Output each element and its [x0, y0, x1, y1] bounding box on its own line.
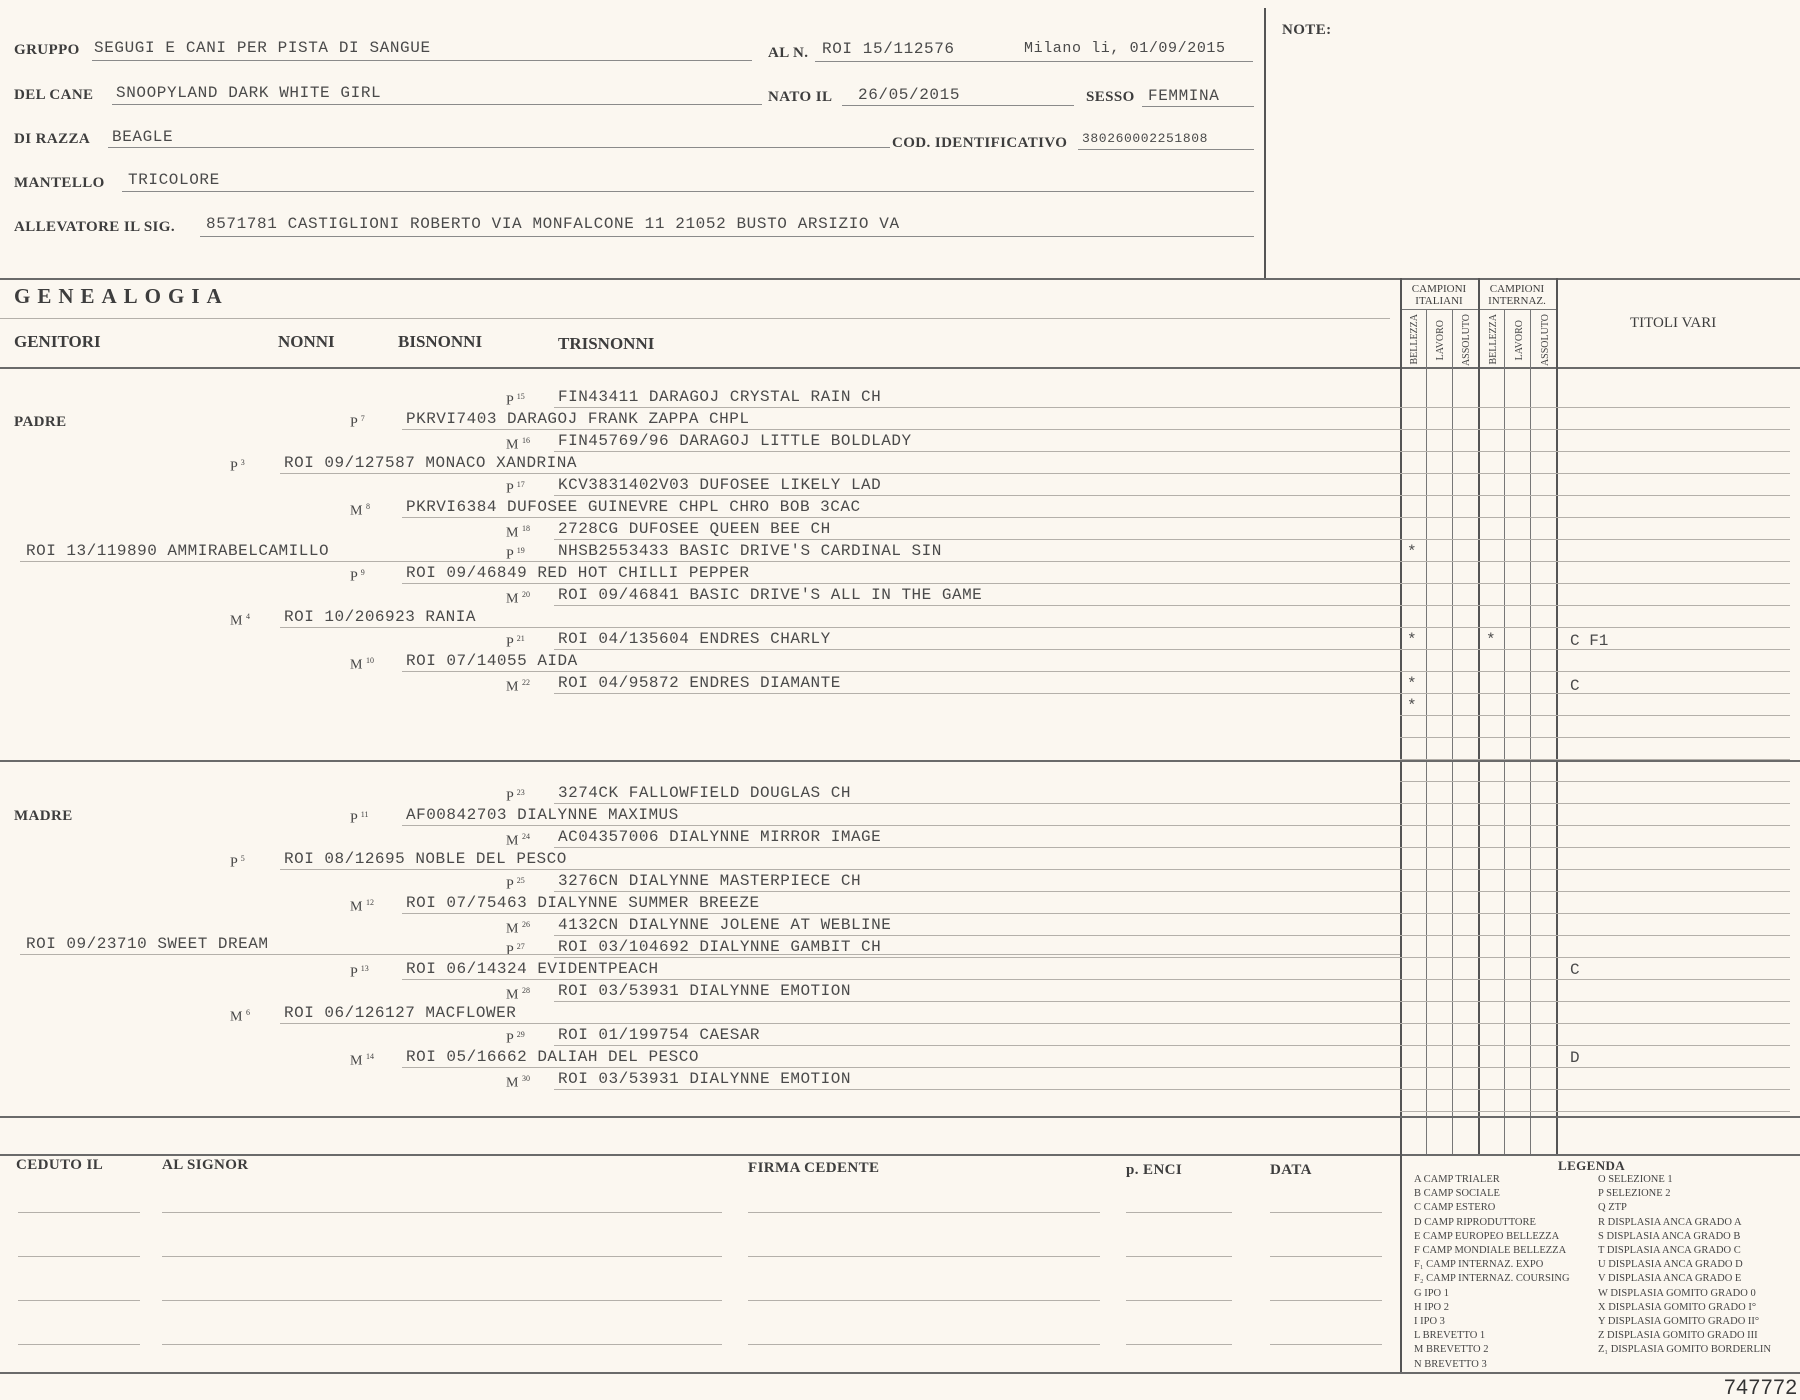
pedigree-name: 2728CG DUFOSEE QUEEN BEE CH — [558, 520, 831, 538]
pedigree-underline — [554, 847, 1400, 848]
pedigree-name: ROI 01/199754 CAESAR — [558, 1026, 761, 1044]
pedigree-underline — [280, 1023, 1400, 1024]
legend-item: X DISPLASIA GOMITO GRADO I° — [1598, 1301, 1757, 1313]
legend-item: L BREVETTO 1 — [1414, 1330, 1486, 1342]
footer-line — [748, 1344, 1100, 1345]
pedigree-underline — [554, 451, 1400, 452]
pedigree-code: P $^{19}$ — [506, 546, 525, 563]
grid-line — [1400, 847, 1790, 848]
pedigree-code: P $^{23}$ — [506, 788, 525, 805]
ceduto-label: CEDUTO IL — [16, 1157, 104, 1173]
pedigree-underline — [402, 429, 1400, 430]
pedigree-underline — [554, 495, 1400, 496]
grid-line — [1400, 715, 1790, 716]
pedigree-name: ROI 09/46849 RED HOT CHILLI PEPPER — [406, 564, 750, 582]
data-label: DATA — [1270, 1162, 1312, 1178]
pedigree-underline — [280, 473, 1400, 474]
footer-line — [1270, 1344, 1382, 1345]
pedigree-code: P $^7$ — [350, 414, 365, 431]
grid-line — [1400, 957, 1790, 958]
pedigree-code: M $^{26}$ — [506, 920, 530, 937]
grid-line — [1400, 979, 1790, 980]
pedigree-underline — [402, 517, 1400, 518]
footer-line — [1126, 1300, 1232, 1301]
pedigree-underline — [554, 803, 1400, 804]
pedigree-name: AF00842703 DIALYNNE MAXIMUS — [406, 806, 679, 824]
campioni-internaz-header: CAMPIONI INTERNAZ. — [1488, 283, 1546, 307]
pedigree-underline — [554, 539, 1400, 540]
pedigree-name: FIN43411 DARAGOJ CRYSTAL RAIN CH — [558, 388, 882, 406]
enci-label: p. ENCI — [1126, 1162, 1183, 1178]
footer-line — [1270, 1212, 1382, 1213]
pedigree-underline — [554, 935, 1400, 936]
grid-line — [1400, 605, 1790, 606]
pedigree-code: M $^{14}$ — [350, 1052, 374, 1069]
grid-line — [1400, 1111, 1790, 1112]
pedigree-code: P $^3$ — [230, 458, 245, 475]
sub-bellezza-int: BELLEZZA — [1488, 314, 1499, 365]
padre-label: PADRE — [14, 414, 67, 430]
pedigree-name: ROI 09/127587 MONACO XANDRINA — [284, 454, 577, 472]
legend-item: T DISPLASIA ANCA GRADO C — [1598, 1245, 1741, 1257]
legend-item: W DISPLASIA GOMITO GRADO 0 — [1598, 1287, 1756, 1299]
pedigree-name: ROI 04/135604 ENDRES CHARLY — [558, 630, 831, 648]
col-nonni: NONNI — [278, 332, 335, 351]
sub-assoluto-int: ASSOLUTO — [1540, 314, 1551, 367]
legenda-title: LEGENDA — [1558, 1158, 1626, 1173]
legend-item: U DISPLASIA ANCA GRADO D — [1598, 1259, 1743, 1271]
grid-line — [1400, 869, 1790, 870]
grid-line — [1400, 473, 1790, 474]
footer-line — [18, 1256, 140, 1257]
razza-label: DI RAZZA — [14, 131, 91, 147]
sub-lavoro-it: LAVORO — [1435, 320, 1446, 361]
legend-right — [1598, 1173, 1771, 1358]
grid-line — [1400, 517, 1790, 518]
pedigree-underline — [402, 1067, 1400, 1068]
aida-bellezza-mark: * — [1407, 675, 1417, 693]
legend-item: R DISPLASIA ANCA GRADO A — [1598, 1216, 1742, 1228]
rania-bellezza-int-mark: * — [1486, 631, 1496, 649]
pedigree-code: M $^{24}$ — [506, 832, 530, 849]
pedigree-code: M $^4$ — [230, 612, 250, 629]
legend-item: G IPO 1 — [1414, 1287, 1450, 1299]
pedigree-name: ROI 08/12695 NOBLE DEL PESCO — [284, 850, 567, 868]
footer-line — [18, 1344, 140, 1345]
pedigree-name: PKRVI7403 DARAGOJ FRANK ZAPPA CHPL — [406, 410, 750, 428]
document-number: 747772 — [1724, 1376, 1798, 1399]
grid-line — [1400, 759, 1790, 760]
pedigree-name: ROI 03/53931 DIALYNNE EMOTION — [558, 982, 851, 1000]
signor-label: AL SIGNOR — [162, 1157, 249, 1173]
pedigree-code: P $^5$ — [230, 854, 245, 871]
grid-line — [1400, 627, 1790, 628]
footer-line — [748, 1212, 1100, 1213]
pedigree-code: M $^{20}$ — [506, 590, 530, 607]
pedigree-name: 3276CN DIALYNNE MASTERPIECE CH — [558, 872, 862, 890]
pedigree-name: ROI 06/126127 MACFLOWER — [284, 1004, 517, 1022]
note-label: NOTE: — [1282, 22, 1332, 38]
footer-line — [162, 1344, 722, 1345]
pedigree-code: M $^{16}$ — [506, 436, 530, 453]
allevatore-label: ALLEVATORE IL SIG. — [14, 219, 176, 235]
footer-line — [162, 1212, 722, 1213]
sub-lavoro-int: LAVORO — [1514, 320, 1525, 361]
footer-line — [1126, 1212, 1232, 1213]
pedigree-underline — [554, 1045, 1400, 1046]
grid-line — [1400, 495, 1790, 496]
pedigree-code: M $^{30}$ — [506, 1074, 530, 1091]
pedigree-name: ROI 04/95872 ENDRES DIAMANTE — [558, 674, 841, 692]
legend-item: F₂ CAMP INTERNAZ. COURSING — [1414, 1273, 1570, 1285]
col-bisnonni: BISNONNI — [398, 332, 483, 351]
pedigree-name: AC04357006 DIALYNNE MIRROR IMAGE — [558, 828, 882, 846]
pedigree-name: ROI 03/104692 DIALYNNE GAMBIT CH — [558, 938, 882, 956]
pedigree-name: ROI 10/206923 RANIA — [284, 608, 476, 626]
pedigree-code: M $^8$ — [350, 502, 370, 519]
legend-item: Q ZTP — [1598, 1202, 1627, 1214]
grid-line — [1400, 1045, 1790, 1046]
sub-assoluto-it: ASSOLUTO — [1461, 314, 1472, 367]
al-n-label: AL N. — [768, 45, 809, 61]
grid-line — [1400, 1001, 1790, 1002]
pedigree-underline — [554, 605, 1400, 606]
footer-line — [18, 1212, 140, 1213]
grid-line — [1400, 1067, 1790, 1068]
firma-label: FIRMA CEDENTE — [748, 1160, 880, 1176]
legend-item: H IPO 2 — [1414, 1301, 1450, 1313]
pedigree-name: 4132CN DIALYNNE JOLENE AT WEBLINE — [558, 916, 892, 934]
grid-line — [1400, 913, 1790, 914]
pedigree-name: 3274CK FALLOWFIELD DOUGLAS CH — [558, 784, 851, 802]
aida-titoli: C — [1570, 677, 1580, 695]
pedigree-name: ROI 06/14324 EVIDENTPEACH — [406, 960, 659, 978]
gambit-titoli: C — [1570, 961, 1580, 979]
pedigree-underline — [554, 891, 1400, 892]
pedigree-code: M $^{22}$ — [506, 678, 530, 695]
pedigree-underline — [280, 869, 1400, 870]
parent-underline — [20, 954, 1400, 955]
legend-item: O SELEZIONE 1 — [1598, 1174, 1673, 1185]
sesso-label: SESSO — [1086, 89, 1135, 105]
pedigree-name: KCV3831402V03 DUFOSEE LIKELY LAD — [558, 476, 882, 494]
legend-left — [1414, 1173, 1570, 1372]
mantello-value: TRICOLORE — [128, 171, 220, 189]
legend-item: B CAMP SOCIALE — [1414, 1188, 1500, 1200]
padre-bellezza-mark: * — [1407, 543, 1417, 561]
pedigree-code: M $^{10}$ — [350, 656, 374, 673]
grid-line — [1400, 561, 1790, 562]
grid-line — [1400, 1023, 1790, 1024]
pedigree-underline — [402, 825, 1400, 826]
grid-line — [1400, 1089, 1790, 1090]
pedigree-code: M $^{28}$ — [506, 986, 530, 1003]
gruppo-label: GRUPPO — [14, 42, 80, 58]
pedigree-code: P $^{25}$ — [506, 876, 525, 893]
pedigree-underline — [402, 671, 1400, 672]
pedigree-name: PKRVI6384 DUFOSEE GUINEVRE CHPL CHRO BOB 3CAC — [406, 498, 861, 516]
pedigree-underline — [554, 957, 1400, 958]
legend-item: I IPO 3 — [1414, 1316, 1445, 1328]
footer-line — [1270, 1256, 1382, 1257]
madre-name: ROI 09/23710 SWEET DREAM — [26, 935, 269, 953]
sub-bellezza-it: BELLEZZA — [1409, 314, 1420, 365]
legend-item: C CAMP ESTERO — [1414, 1202, 1496, 1214]
pedigree-underline — [402, 583, 1400, 584]
pedigree-underline — [402, 913, 1400, 914]
rania-bellezza-mark: * — [1407, 631, 1417, 649]
pedigree-code: M $^6$ — [230, 1008, 250, 1025]
pedigree-code: P $^{17}$ — [506, 480, 525, 497]
cod-value: 380260002251808 — [1082, 131, 1209, 146]
razza-value: BEAGLE — [112, 128, 174, 146]
footer-line — [748, 1300, 1100, 1301]
pedigree-name: ROI 07/75463 DIALYNNE SUMMER BREEZE — [406, 894, 760, 912]
legend-item: N BREVETTO 3 — [1414, 1358, 1487, 1370]
footer-line — [162, 1300, 722, 1301]
grid-line — [1400, 451, 1790, 452]
legend-item: P SELEZIONE 2 — [1598, 1188, 1671, 1200]
pedigree-underline — [554, 649, 1400, 650]
pedigree-code: P $^9$ — [350, 568, 365, 585]
legend-item: D CAMP RIPRODUTTORE — [1414, 1216, 1536, 1228]
legend-item: A CAMP TRIALER — [1414, 1174, 1500, 1185]
grid-line — [1400, 407, 1790, 408]
pedigree-underline — [554, 407, 1400, 408]
parent-underline — [20, 561, 1400, 562]
pedigree-underline — [554, 693, 1400, 694]
pedigree-name: ROI 09/46841 BASIC DRIVE'S ALL IN THE GAME — [558, 586, 983, 604]
pedigree-code: P $^{11}$ — [350, 810, 369, 827]
pedigree-name: ROI 07/14055 AIDA — [406, 652, 578, 670]
pedigree-code: P $^{29}$ — [506, 1030, 525, 1047]
legend-item: E CAMP EUROPEO BELLEZZA — [1414, 1230, 1560, 1242]
genealogia-title: GENEALOGIA — [14, 284, 229, 308]
allevatore-value: 8571781 CASTIGLIONI ROBERTO VIA MONFALCONE 11 21052 BUSTO ARSIZIO VA — [206, 215, 900, 233]
legend-item: F CAMP MONDIALE BELLEZZA — [1414, 1245, 1567, 1257]
grid-line — [1400, 781, 1790, 782]
campioni-italiani-header: CAMPIONI ITALIANI — [1411, 283, 1467, 307]
place-date: Milano li, 01/09/2015 — [1024, 40, 1226, 57]
pedigree-code: P $^{21}$ — [506, 634, 525, 651]
legend-item: S DISPLASIA ANCA GRADO B — [1598, 1230, 1741, 1242]
grid-line — [1400, 825, 1790, 826]
padre-name: ROI 13/119890 AMMIRABELCAMILLO — [26, 542, 330, 560]
mantello-label: MANTELLO — [14, 175, 105, 191]
nato-label: NATO IL — [768, 89, 833, 105]
pedigree-underline — [554, 1089, 1400, 1090]
pedigree-code: M $^{12}$ — [350, 898, 374, 915]
rania-titoli: C F1 — [1570, 632, 1609, 650]
pedigree-underline — [402, 979, 1400, 980]
cod-label: COD. IDENTIFICATIVO — [892, 135, 1068, 151]
grid-line — [1400, 583, 1790, 584]
grid-line — [1400, 737, 1790, 738]
pedigree-code: M $^{18}$ — [506, 524, 530, 541]
pedigree-name: NHSB2553433 BASIC DRIVE'S CARDINAL SIN — [558, 542, 942, 560]
footer-line — [18, 1300, 140, 1301]
footer-line — [162, 1256, 722, 1257]
grid-line — [1400, 539, 1790, 540]
footer-line — [748, 1256, 1100, 1257]
diamante-bellezza-mark: * — [1407, 697, 1417, 715]
col-genitori: GENITORI — [14, 332, 101, 351]
pedigree-name: FIN45769/96 DARAGOJ LITTLE BOLDLADY — [558, 432, 912, 450]
al-n-value: ROI 15/112576 — [822, 40, 955, 58]
footer-line — [1126, 1256, 1232, 1257]
pedigree-name: ROI 05/16662 DALIAH DEL PESCO — [406, 1048, 699, 1066]
legend-item: M BREVETTO 2 — [1414, 1344, 1489, 1356]
footer-line — [1270, 1300, 1382, 1301]
nato-value: 26/05/2015 — [858, 86, 961, 104]
grid-line — [1400, 671, 1790, 672]
legend-item: Z₁ DISPLASIA GOMITO BORDERLIN — [1598, 1344, 1771, 1356]
caesar-titoli: D — [1570, 1049, 1580, 1067]
cane-label: DEL CANE — [14, 87, 94, 103]
titoli-vari-header: TITOLI VARI — [1630, 315, 1717, 331]
footer-line — [1126, 1344, 1232, 1345]
pedigree-code: P $^{27}$ — [506, 942, 525, 959]
cane-value: SNOOPYLAND DARK WHITE GIRL — [116, 84, 382, 102]
legend-item: F₁ CAMP INTERNAZ. EXPO — [1414, 1259, 1544, 1271]
pedigree-code: P $^{15}$ — [506, 392, 525, 409]
legend-item: Z DISPLASIA GOMITO GRADO III — [1598, 1330, 1758, 1342]
legend-item: Y DISPLASIA GOMITO GRADO II° — [1598, 1316, 1760, 1328]
gruppo-value: SEGUGI E CANI PER PISTA DI SANGUE — [94, 39, 431, 57]
grid-line — [1400, 803, 1790, 804]
grid-line — [1400, 693, 1790, 694]
grid-line — [1400, 935, 1790, 936]
grid-line — [1400, 429, 1790, 430]
pedigree-underline — [554, 1001, 1400, 1002]
madre-label: MADRE — [14, 808, 73, 824]
pedigree-name: ROI 03/53931 DIALYNNE EMOTION — [558, 1070, 851, 1088]
pedigree-code: P $^{13}$ — [350, 964, 369, 981]
grid-line — [1400, 891, 1790, 892]
col-trisnonni: TRISNONNI — [558, 334, 655, 353]
sesso-value: FEMMINA — [1148, 87, 1220, 105]
legend-item: V DISPLASIA ANCA GRADO E — [1598, 1273, 1742, 1285]
pedigree-underline — [280, 627, 1400, 628]
